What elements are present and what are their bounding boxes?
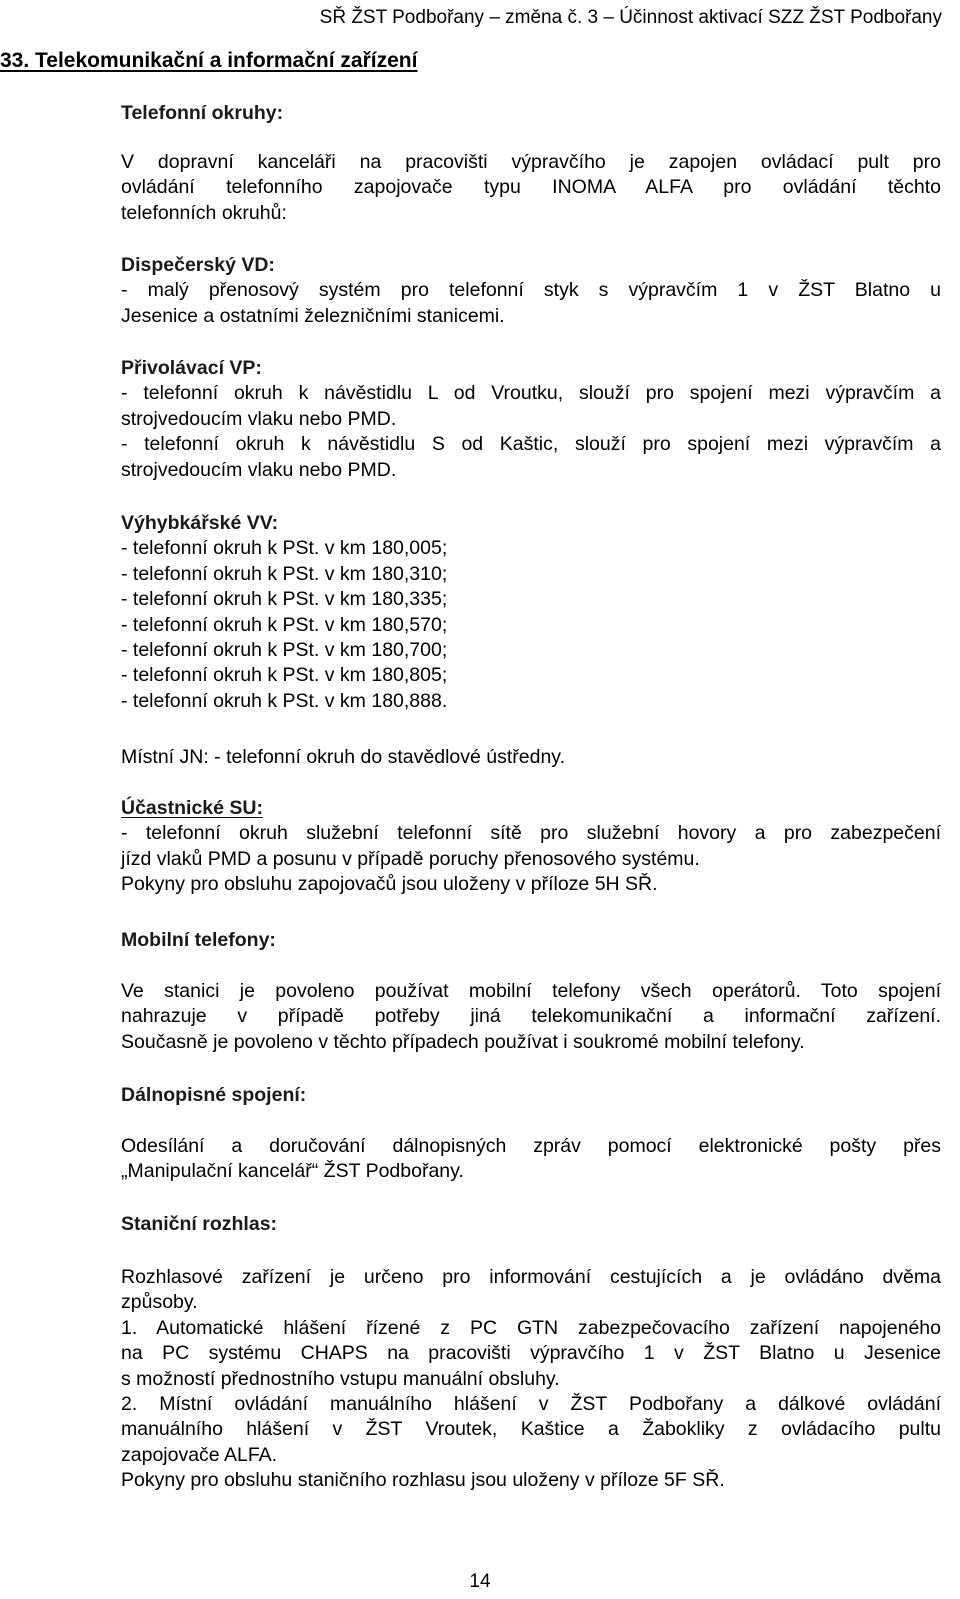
text-line: ovládání telefonního zapojovače typu INOMA ALFA pro ovládání těchto xyxy=(121,176,941,199)
section-privolavaci xyxy=(121,356,941,483)
section-mistni xyxy=(121,745,941,770)
section-heading: Výhybkářské VV: xyxy=(121,512,279,534)
page-number: 14 xyxy=(469,1571,491,1592)
text-line: Odesílání a doručování dálnopisných zpráv pomocí elektronické pošty přes xyxy=(121,1135,941,1157)
section-mobilni xyxy=(121,928,941,953)
text-line: na PC systému CHAPS na pracovišti výpravčího 1 v ŽST Blatno u Jesenice xyxy=(121,1342,941,1365)
rozhlas-text xyxy=(121,1265,941,1494)
text-line: Pokyny pro obsluhu staničního rozhlasu jsou uloženy v příloze 5F SŘ. xyxy=(121,1469,725,1492)
section-vyhybkarske xyxy=(121,511,941,714)
text-line: jízd vlaků PMD a posunu v případě poruchy přenosového systému. xyxy=(121,847,700,870)
text-line: 2. Místní ovládání manuálního hlášení v ŽST Podbořany a dálkové ovládání xyxy=(121,1393,941,1416)
text-line: - telefonní okruh služební telefonní sítě pro služební hovory a pro zabezpečení xyxy=(121,822,941,845)
section-heading: Účastnické SU: xyxy=(121,797,263,819)
text-line: - telefonní okruh k návěstidlu S od Kaštic, slouží pro spojení mezi výpravčím a xyxy=(121,433,941,456)
text-line: způsoby. xyxy=(121,1291,198,1314)
text-line: Současně je povoleno v těchto případech používat i soukromé mobilní telefony. xyxy=(121,1030,805,1053)
section-heading: Staniční rozhlas: xyxy=(121,1213,278,1235)
section-dispecersky xyxy=(121,253,941,329)
dalnopisne-text xyxy=(121,1134,941,1185)
section-heading: Dispečerský VD: xyxy=(121,254,275,276)
list-item: - telefonní okruh k PSt. v km 180,335; xyxy=(121,588,448,611)
text-line: Pokyny pro obsluhu zapojovačů jsou uloženy v příloze 5H SŘ. xyxy=(121,873,658,896)
list-item: - telefonní okruh k PSt. v km 180,700; xyxy=(121,639,448,662)
telefonni-okruhy-text xyxy=(121,150,941,226)
mobilni-text xyxy=(121,979,941,1055)
section-heading: Přivolávací VP: xyxy=(121,357,262,379)
list-item: - telefonní okruh k PSt. v km 180,310; xyxy=(121,562,448,585)
text-line: Rozhlasové zařízení je určeno pro informování cestujících a je ovládáno dvěma xyxy=(121,1266,941,1288)
text-line: - telefonní okruh k návěstidlu L od Vroutku, slouží pro spojení mezi výpravčím a xyxy=(121,382,941,405)
text-line: telefonních okruhů: xyxy=(121,201,287,224)
section-heading: Dálnopisné spojení: xyxy=(121,1084,307,1106)
text-line: Jesenice a ostatními železničními stanicemi. xyxy=(121,304,505,327)
list-item: - telefonní okruh k PSt. v km 180,005; xyxy=(121,537,448,560)
text-line: s možností přednostního vstupu manuální obsluhy. xyxy=(121,1367,560,1390)
section-ucastnicke xyxy=(121,796,941,898)
text-line: nahrazuje v případě potřeby jiná telekomunikační a informační zařízení. xyxy=(121,1005,941,1028)
section-dalnopisne xyxy=(121,1083,941,1108)
text-line: „Manipulační kancelář“ ŽST Podbořany. xyxy=(121,1160,464,1183)
section-heading: Mobilní telefony: xyxy=(121,929,276,951)
text-line: Ve stanici je povoleno používat mobilní telefony všech operátorů. Toto spojení xyxy=(121,980,941,1002)
text-line: Místní JN: - telefonní okruh do stavědlové ústředny. xyxy=(121,746,566,768)
section-rozhlas xyxy=(121,1212,941,1237)
text-line: - malý přenosový systém pro telefonní styk s výpravčím 1 v ŽST Blatno u xyxy=(121,279,941,302)
text-line: strojvedoucím vlaku nebo PMD. xyxy=(121,458,397,481)
list-item: - telefonní okruh k PSt. v km 180,570; xyxy=(121,613,448,636)
text-line: manuálního hlášení v ŽST Vroutek, Kaštice a Žabokliky z ovládacího pultu xyxy=(121,1418,941,1441)
section-telefonni-okruhy xyxy=(121,101,941,126)
section-heading: Telefonní okruhy: xyxy=(121,102,284,124)
list-item: - telefonní okruh k PSt. v km 180,805; xyxy=(121,664,448,687)
page-header: SŘ ŽST Podbořany – změna č. 3 – Účinnost aktivací SZZ ŽST Podbořany xyxy=(319,7,942,28)
text-line: V dopravní kanceláři na pracovišti výpravčího je zapojen ovládací pult pro xyxy=(121,151,941,173)
list-item: - telefonní okruh k PSt. v km 180,888. xyxy=(121,689,448,712)
chapter-title: 33. Telekomunikační a informační zařízení xyxy=(0,49,418,72)
text-line: zapojovače ALFA. xyxy=(121,1443,278,1466)
text-line: strojvedoucím vlaku nebo PMD. xyxy=(121,407,397,430)
text-line: 1. Automatické hlášení řízené z PC GTN zabezpečovacího zařízení napojeného xyxy=(121,1316,941,1339)
